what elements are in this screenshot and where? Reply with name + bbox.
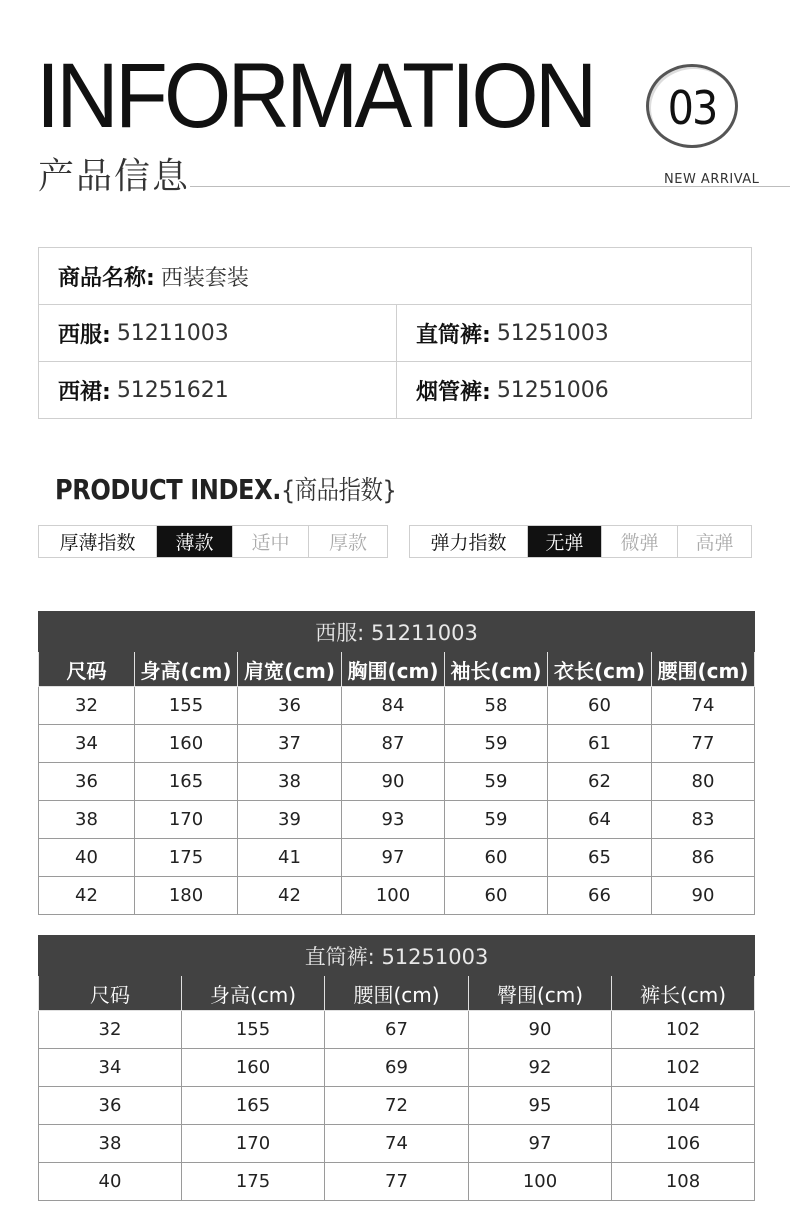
table-cell: 38 bbox=[238, 763, 342, 801]
column-header: 腰围(cm) bbox=[652, 652, 755, 687]
table-row bbox=[39, 801, 755, 839]
table-row bbox=[39, 687, 755, 725]
page-title: INFORMATION bbox=[36, 45, 594, 147]
info-row-name bbox=[39, 248, 751, 305]
column-header: 尺码 bbox=[39, 976, 182, 1011]
info-label: 西裙: bbox=[58, 379, 111, 405]
table-cell: 42 bbox=[39, 877, 135, 915]
table-cell: 175 bbox=[135, 839, 238, 877]
table-cell: 40 bbox=[39, 839, 135, 877]
info-column-divider bbox=[396, 305, 397, 419]
info-row bbox=[39, 305, 751, 362]
table-row bbox=[39, 1011, 755, 1049]
table-row bbox=[39, 725, 755, 763]
table-cell: 64 bbox=[548, 801, 652, 839]
column-header: 腰围(cm) bbox=[325, 976, 469, 1011]
table-cell: 60 bbox=[445, 839, 548, 877]
table-cell: 37 bbox=[238, 725, 342, 763]
table-row bbox=[39, 1163, 755, 1201]
pants-size-table bbox=[38, 935, 755, 1201]
table-cell: 62 bbox=[548, 763, 652, 801]
table-row bbox=[39, 763, 755, 801]
table-cell: 36 bbox=[39, 763, 135, 801]
table-cell: 100 bbox=[469, 1163, 612, 1201]
info-value: 51211003 bbox=[116, 320, 229, 346]
thickness-option-medium: 适中 bbox=[232, 526, 308, 557]
elasticity-label: 弹力指数 bbox=[430, 532, 507, 554]
info-value: 51251006 bbox=[496, 377, 609, 403]
table-cell: 92 bbox=[469, 1049, 612, 1087]
table-row bbox=[39, 839, 755, 877]
table-cell: 106 bbox=[612, 1125, 755, 1163]
column-header: 衣长(cm) bbox=[548, 652, 652, 687]
table-cell: 80 bbox=[652, 763, 755, 801]
column-header: 裤长(cm) bbox=[612, 976, 755, 1011]
table-cell: 32 bbox=[39, 1011, 182, 1049]
table-cell: 60 bbox=[445, 877, 548, 915]
table-cell: 90 bbox=[342, 763, 445, 801]
table-caption: 直筒裤: 51251003 bbox=[39, 936, 755, 976]
table-cell: 60 bbox=[548, 687, 652, 725]
badge-number: 03 bbox=[667, 81, 717, 135]
table-cell: 59 bbox=[445, 763, 548, 801]
table-header-row bbox=[39, 652, 755, 687]
table-cell: 34 bbox=[39, 725, 135, 763]
info-value: 51251621 bbox=[116, 377, 229, 403]
table-cell: 83 bbox=[652, 801, 755, 839]
table-cell: 59 bbox=[445, 725, 548, 763]
table-cell: 93 bbox=[342, 801, 445, 839]
table-cell: 58 bbox=[445, 687, 548, 725]
table-cell: 170 bbox=[135, 801, 238, 839]
info-cell bbox=[397, 362, 609, 418]
table-cell: 41 bbox=[238, 839, 342, 877]
table-cell: 87 bbox=[342, 725, 445, 763]
table-cell: 38 bbox=[39, 801, 135, 839]
product-index-title-cn: {商品指数} bbox=[280, 476, 397, 506]
table-cell: 40 bbox=[39, 1163, 182, 1201]
table-row bbox=[39, 877, 755, 915]
table-cell: 59 bbox=[445, 801, 548, 839]
info-cell bbox=[397, 305, 609, 361]
thickness-label: 厚薄指数 bbox=[59, 532, 136, 554]
table-cell: 42 bbox=[238, 877, 342, 915]
table-body bbox=[39, 1011, 755, 1201]
page-subtitle: 产品信息 bbox=[38, 156, 191, 197]
info-row bbox=[39, 362, 751, 419]
table-cell: 74 bbox=[652, 687, 755, 725]
table-cell: 77 bbox=[325, 1163, 469, 1201]
info-cell-name bbox=[39, 248, 249, 304]
table-cell: 74 bbox=[325, 1125, 469, 1163]
suit-size-table bbox=[38, 611, 755, 915]
table-header-row bbox=[39, 976, 755, 1011]
thickness-option-thick: 厚款 bbox=[308, 526, 387, 557]
table-row bbox=[39, 1087, 755, 1125]
column-header: 臀围(cm) bbox=[469, 976, 612, 1011]
table-cell: 180 bbox=[135, 877, 238, 915]
table-cell: 72 bbox=[325, 1087, 469, 1125]
product-index-title bbox=[55, 470, 396, 507]
table-cell: 104 bbox=[612, 1087, 755, 1125]
thickness-option-thin: 薄款 bbox=[156, 526, 232, 557]
table-cell: 36 bbox=[39, 1087, 182, 1125]
product-info-table bbox=[38, 247, 752, 419]
product-index-title-en: PRODUCT INDEX. bbox=[55, 473, 281, 506]
table-cell: 160 bbox=[135, 725, 238, 763]
elasticity-option-slight: 微弹 bbox=[601, 526, 677, 557]
table-row bbox=[39, 1125, 755, 1163]
table-cell: 86 bbox=[652, 839, 755, 877]
table-cell: 61 bbox=[548, 725, 652, 763]
table-cell: 67 bbox=[325, 1011, 469, 1049]
thickness-index bbox=[38, 525, 388, 558]
table-cell: 97 bbox=[469, 1125, 612, 1163]
table-cell: 34 bbox=[39, 1049, 182, 1087]
table-cell: 77 bbox=[652, 725, 755, 763]
number-badge bbox=[646, 64, 738, 148]
column-header: 尺码 bbox=[39, 652, 135, 687]
table-cell: 97 bbox=[342, 839, 445, 877]
table-body bbox=[39, 687, 755, 915]
table-cell: 102 bbox=[612, 1049, 755, 1087]
info-value: 西装套装 bbox=[160, 265, 249, 291]
elasticity-option-high: 高弹 bbox=[677, 526, 751, 557]
info-label: 商品名称: bbox=[58, 265, 155, 291]
table-cell: 90 bbox=[469, 1011, 612, 1049]
table-cell: 90 bbox=[652, 877, 755, 915]
table-cell: 36 bbox=[238, 687, 342, 725]
table-row bbox=[39, 1049, 755, 1087]
table-cell: 69 bbox=[325, 1049, 469, 1087]
table-cell: 66 bbox=[548, 877, 652, 915]
table-cell: 160 bbox=[182, 1049, 325, 1087]
table-cell: 100 bbox=[342, 877, 445, 915]
info-value: 51251003 bbox=[496, 320, 609, 346]
info-label: 直筒裤: bbox=[416, 322, 491, 348]
elasticity-option-none: 无弹 bbox=[527, 526, 601, 557]
table-cell: 38 bbox=[39, 1125, 182, 1163]
table-cell: 175 bbox=[182, 1163, 325, 1201]
column-header: 身高(cm) bbox=[135, 652, 238, 687]
table-cell: 95 bbox=[469, 1087, 612, 1125]
table-cell: 39 bbox=[238, 801, 342, 839]
table-cell: 155 bbox=[182, 1011, 325, 1049]
column-header: 肩宽(cm) bbox=[238, 652, 342, 687]
column-header: 身高(cm) bbox=[182, 976, 325, 1011]
info-label: 西服: bbox=[58, 322, 111, 348]
info-cell bbox=[39, 305, 229, 361]
table-cell: 102 bbox=[612, 1011, 755, 1049]
column-header: 胸围(cm) bbox=[342, 652, 445, 687]
new-arrival-tag: NEW ARRIVAL bbox=[664, 172, 760, 187]
table-cell: 32 bbox=[39, 687, 135, 725]
table-caption: 西服: 51211003 bbox=[39, 612, 755, 652]
table-cell: 108 bbox=[612, 1163, 755, 1201]
info-label: 烟管裤: bbox=[416, 379, 491, 405]
table-cell: 170 bbox=[182, 1125, 325, 1163]
table-cell: 155 bbox=[135, 687, 238, 725]
column-header: 袖长(cm) bbox=[445, 652, 548, 687]
table-cell: 84 bbox=[342, 687, 445, 725]
table-cell: 165 bbox=[135, 763, 238, 801]
info-cell bbox=[39, 362, 229, 418]
table-cell: 65 bbox=[548, 839, 652, 877]
elasticity-index bbox=[409, 525, 752, 558]
table-cell: 165 bbox=[182, 1087, 325, 1125]
